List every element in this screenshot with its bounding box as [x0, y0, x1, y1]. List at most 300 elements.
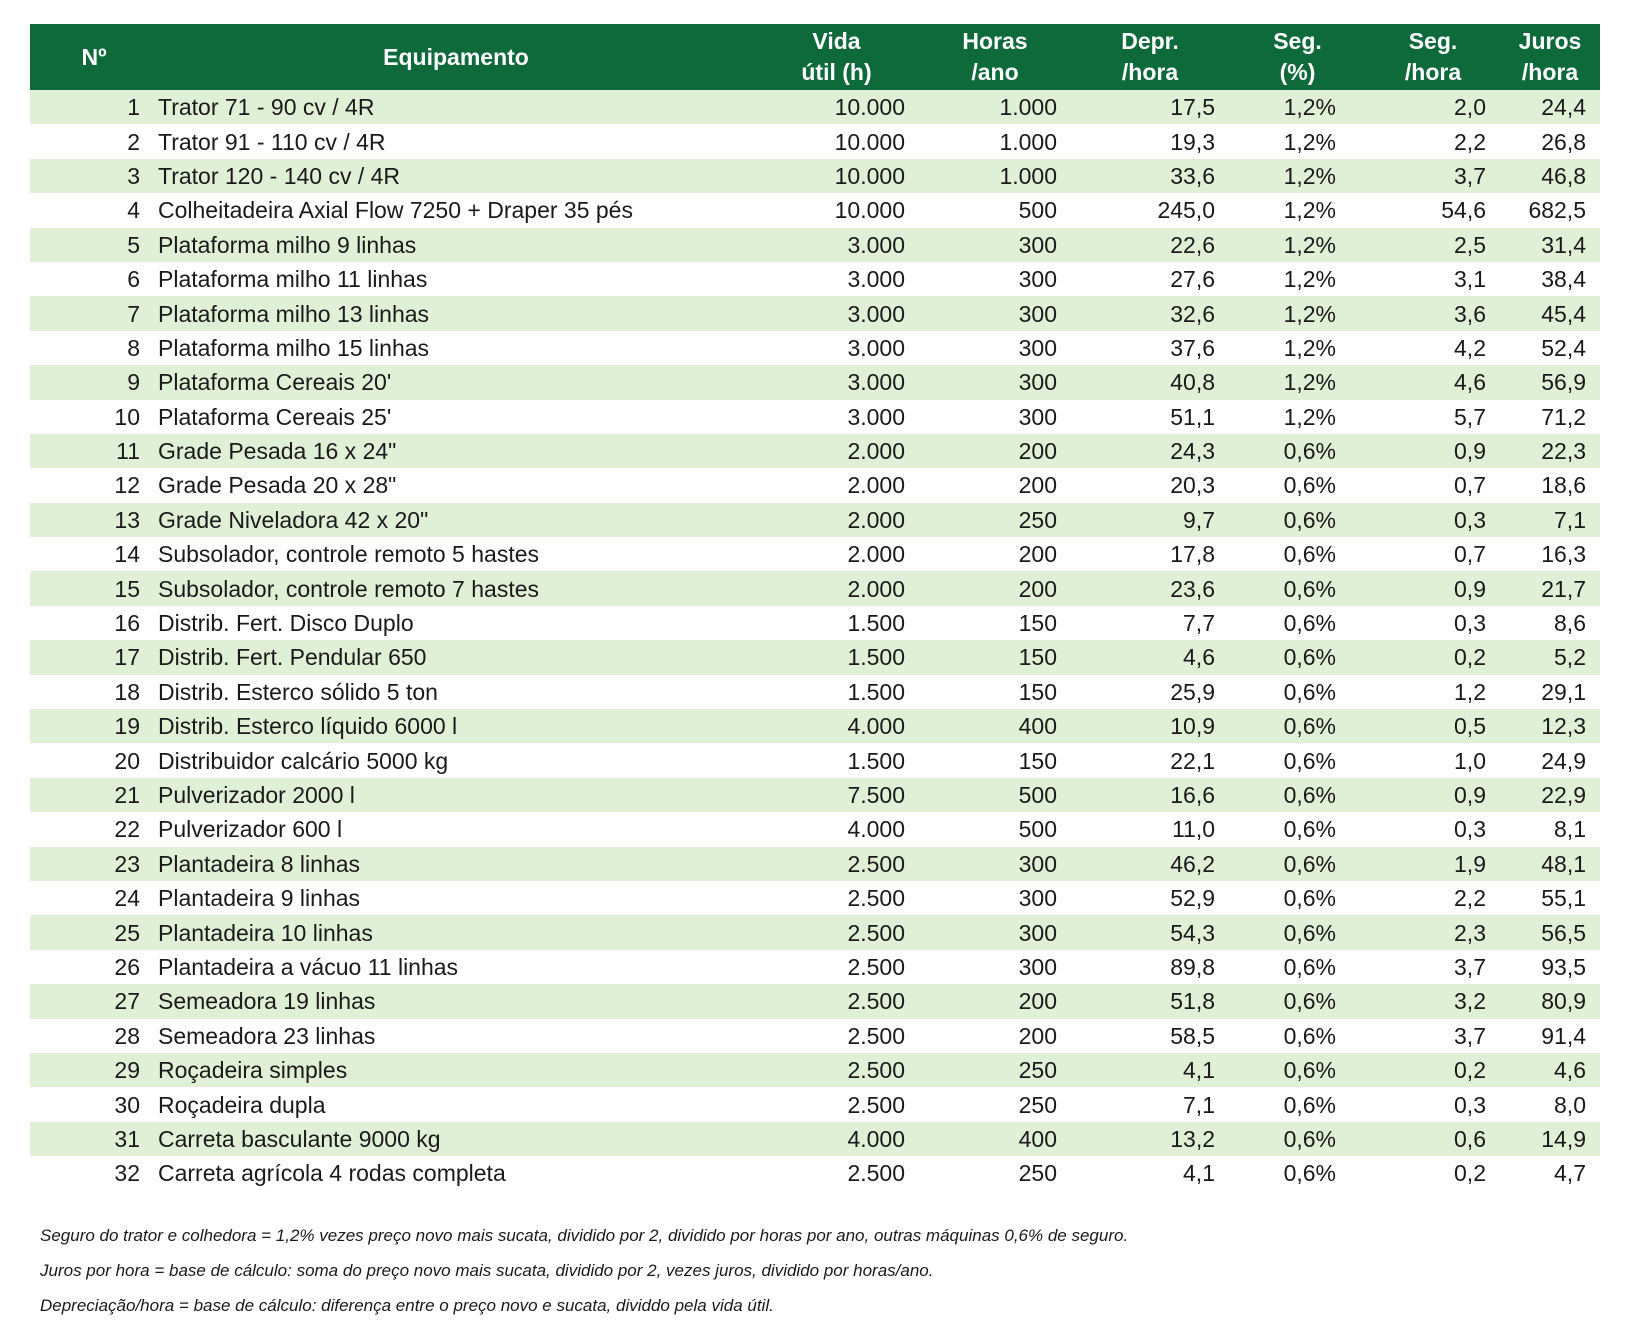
cell-equipamento: Plataforma milho 9 linhas — [158, 228, 754, 262]
table-row — [30, 950, 1600, 984]
cell-juros-hora: 26,8 — [1500, 124, 1600, 158]
table-row — [30, 709, 1600, 743]
cell-depr-hora: 37,6 — [1071, 331, 1229, 365]
cell-equipamento: Plantadeira 8 linhas — [158, 847, 754, 881]
cell-seg-hora: 1,0 — [1366, 743, 1500, 777]
cell-seg-hora: 3,2 — [1366, 984, 1500, 1018]
cell-num: 9 — [30, 365, 158, 399]
cell-seg-pct: 1,2% — [1229, 262, 1366, 296]
cell-depr-hora: 54,3 — [1071, 915, 1229, 949]
cell-depr-hora: 52,9 — [1071, 881, 1229, 915]
cell-horas-ano: 500 — [919, 778, 1071, 812]
cell-juros-hora: 71,2 — [1500, 400, 1600, 434]
table-row — [30, 503, 1600, 537]
table-row — [30, 1053, 1600, 1087]
cell-juros-hora: 24,4 — [1500, 90, 1600, 124]
cell-vida-util: 2.500 — [754, 1053, 919, 1087]
cell-horas-ano: 500 — [919, 193, 1071, 227]
cell-seg-pct: 0,6% — [1229, 1087, 1366, 1121]
table-row — [30, 743, 1600, 777]
cell-equipamento: Pulverizador 600 l — [158, 812, 754, 846]
cell-horas-ano: 1.000 — [919, 90, 1071, 124]
cell-juros-hora: 93,5 — [1500, 950, 1600, 984]
cell-vida-util: 3.000 — [754, 262, 919, 296]
cell-equipamento: Roçadeira simples — [158, 1053, 754, 1087]
header-depr-line1: Depr. — [1121, 28, 1179, 54]
cell-seg-hora: 0,5 — [1366, 709, 1500, 743]
cell-horas-ano: 400 — [919, 1122, 1071, 1156]
cell-seg-pct: 0,6% — [1229, 1019, 1366, 1053]
cell-depr-hora: 27,6 — [1071, 262, 1229, 296]
cell-num: 2 — [30, 124, 158, 158]
table-row — [30, 296, 1600, 330]
cell-seg-pct: 0,6% — [1229, 778, 1366, 812]
header-vida-line2: útil (h) — [801, 59, 872, 85]
cell-vida-util: 3.000 — [754, 400, 919, 434]
cell-vida-util: 2.000 — [754, 468, 919, 502]
cell-depr-hora: 17,8 — [1071, 537, 1229, 571]
cell-seg-pct: 1,2% — [1229, 296, 1366, 330]
cell-equipamento: Roçadeira dupla — [158, 1087, 754, 1121]
table-row — [30, 124, 1600, 158]
cell-num: 20 — [30, 743, 158, 777]
header-juros-line2: /hora — [1521, 59, 1579, 85]
cell-vida-util: 2.500 — [754, 1156, 919, 1190]
cell-horas-ano: 150 — [919, 675, 1071, 709]
cell-depr-hora: 7,7 — [1071, 606, 1229, 640]
table-row — [30, 571, 1600, 605]
header-vida-util — [754, 24, 919, 90]
header-juros-hora — [1500, 24, 1600, 90]
cell-seg-hora: 4,2 — [1366, 331, 1500, 365]
cell-vida-util: 4.000 — [754, 812, 919, 846]
header-seg-pct — [1229, 24, 1366, 90]
cell-horas-ano: 250 — [919, 1156, 1071, 1190]
table-row — [30, 915, 1600, 949]
cell-num: 32 — [30, 1156, 158, 1190]
cell-seg-pct: 0,6% — [1229, 640, 1366, 674]
cell-juros-hora: 4,6 — [1500, 1053, 1600, 1087]
cell-horas-ano: 1.000 — [919, 124, 1071, 158]
cell-seg-pct: 0,6% — [1229, 984, 1366, 1018]
cell-equipamento: Subsolador, controle remoto 7 hastes — [158, 571, 754, 605]
cell-seg-hora: 0,7 — [1366, 468, 1500, 502]
cell-equipamento: Carreta agrícola 4 rodas completa — [158, 1156, 754, 1190]
cell-horas-ano: 150 — [919, 640, 1071, 674]
cell-seg-pct: 1,2% — [1229, 228, 1366, 262]
cell-num: 29 — [30, 1053, 158, 1087]
cell-equipamento: Distrib. Fert. Disco Duplo — [158, 606, 754, 640]
header-horas-line1: Horas — [962, 28, 1028, 54]
cell-seg-hora: 4,6 — [1366, 365, 1500, 399]
cell-seg-hora: 0,2 — [1366, 640, 1500, 674]
table-row — [30, 675, 1600, 709]
footnote-depreciacao: Depreciação/hora = base de cálculo: diferença entre o preço novo e sucata, dividdo pela vida útil. — [40, 1296, 774, 1315]
cell-num: 5 — [30, 228, 158, 262]
cell-equipamento: Plataforma Cereais 25' — [158, 400, 754, 434]
cell-vida-util: 1.500 — [754, 675, 919, 709]
cell-juros-hora: 52,4 — [1500, 331, 1600, 365]
header-horas-ano — [919, 24, 1071, 90]
cell-depr-hora: 24,3 — [1071, 434, 1229, 468]
cell-seg-hora: 2,0 — [1366, 90, 1500, 124]
cell-horas-ano: 200 — [919, 571, 1071, 605]
cell-juros-hora: 14,9 — [1500, 1122, 1600, 1156]
cell-vida-util: 4.000 — [754, 1122, 919, 1156]
cell-horas-ano: 300 — [919, 228, 1071, 262]
cell-depr-hora: 4,6 — [1071, 640, 1229, 674]
cell-num: 30 — [30, 1087, 158, 1121]
cell-horas-ano: 200 — [919, 537, 1071, 571]
cell-seg-pct: 0,6% — [1229, 881, 1366, 915]
cell-equipamento: Grade Pesada 16 x 24" — [158, 434, 754, 468]
table-row — [30, 537, 1600, 571]
cell-seg-pct: 0,6% — [1229, 571, 1366, 605]
cell-seg-pct: 0,6% — [1229, 503, 1366, 537]
table-row — [30, 159, 1600, 193]
table-row — [30, 193, 1600, 227]
cell-seg-pct: 0,6% — [1229, 743, 1366, 777]
cell-seg-hora: 3,1 — [1366, 262, 1500, 296]
cell-equipamento: Trator 120 - 140 cv / 4R — [158, 159, 754, 193]
cell-horas-ano: 150 — [919, 606, 1071, 640]
cell-depr-hora: 89,8 — [1071, 950, 1229, 984]
cell-seg-hora: 2,2 — [1366, 124, 1500, 158]
cell-seg-hora: 2,5 — [1366, 228, 1500, 262]
cell-equipamento: Plataforma Cereais 20' — [158, 365, 754, 399]
cell-depr-hora: 32,6 — [1071, 296, 1229, 330]
cell-juros-hora: 12,3 — [1500, 709, 1600, 743]
cell-num: 3 — [30, 159, 158, 193]
header-seg-hora — [1366, 24, 1500, 90]
cell-seg-pct: 0,6% — [1229, 709, 1366, 743]
cell-juros-hora: 91,4 — [1500, 1019, 1600, 1053]
cell-vida-util: 10.000 — [754, 159, 919, 193]
cell-equipamento: Subsolador, controle remoto 5 hastes — [158, 537, 754, 571]
cell-seg-pct: 0,6% — [1229, 847, 1366, 881]
cell-seg-pct: 1,2% — [1229, 90, 1366, 124]
cell-depr-hora: 33,6 — [1071, 159, 1229, 193]
table-row — [30, 1087, 1600, 1121]
header-segh-line1: Seg. — [1408, 28, 1458, 54]
cell-vida-util: 1.500 — [754, 743, 919, 777]
cell-vida-util: 2.500 — [754, 984, 919, 1018]
cell-seg-hora: 0,9 — [1366, 434, 1500, 468]
cell-equipamento: Semeadora 19 linhas — [158, 984, 754, 1018]
cell-seg-hora: 3,7 — [1366, 159, 1500, 193]
table-row — [30, 812, 1600, 846]
header-horas-line2: /ano — [971, 59, 1019, 85]
cell-seg-hora: 1,2 — [1366, 675, 1500, 709]
cell-seg-pct: 1,2% — [1229, 331, 1366, 365]
cell-horas-ano: 150 — [919, 743, 1071, 777]
cell-horas-ano: 1.000 — [919, 159, 1071, 193]
table-row — [30, 400, 1600, 434]
cell-seg-hora: 3,6 — [1366, 296, 1500, 330]
cell-seg-hora: 0,3 — [1366, 503, 1500, 537]
cell-vida-util: 2.500 — [754, 950, 919, 984]
cell-horas-ano: 250 — [919, 503, 1071, 537]
cell-num: 10 — [30, 400, 158, 434]
cell-equipamento: Plataforma milho 11 linhas — [158, 262, 754, 296]
cell-juros-hora: 5,2 — [1500, 640, 1600, 674]
cell-horas-ano: 300 — [919, 262, 1071, 296]
table-row — [30, 1156, 1600, 1190]
cell-equipamento: Distribuidor calcário 5000 kg — [158, 743, 754, 777]
table-row — [30, 468, 1600, 502]
table-row — [30, 434, 1600, 468]
cell-vida-util: 4.000 — [754, 709, 919, 743]
cell-equipamento: Grade Niveladora 42 x 20" — [158, 503, 754, 537]
cell-juros-hora: 38,4 — [1500, 262, 1600, 296]
table-row — [30, 847, 1600, 881]
cell-vida-util: 3.000 — [754, 331, 919, 365]
cell-depr-hora: 25,9 — [1071, 675, 1229, 709]
cell-equipamento: Semeadora 23 linhas — [158, 1019, 754, 1053]
cell-equipamento: Trator 91 - 110 cv / 4R — [158, 124, 754, 158]
cell-seg-pct: 0,6% — [1229, 468, 1366, 502]
cell-depr-hora: 20,3 — [1071, 468, 1229, 502]
cell-equipamento: Colheitadeira Axial Flow 7250 + Draper 35 pés — [158, 193, 754, 227]
cell-seg-pct: 0,6% — [1229, 537, 1366, 571]
cell-horas-ano: 200 — [919, 1019, 1071, 1053]
cell-horas-ano: 300 — [919, 847, 1071, 881]
cell-horas-ano: 300 — [919, 296, 1071, 330]
cell-depr-hora: 19,3 — [1071, 124, 1229, 158]
cell-depr-hora: 16,6 — [1071, 778, 1229, 812]
cell-horas-ano: 300 — [919, 950, 1071, 984]
cell-juros-hora: 55,1 — [1500, 881, 1600, 915]
cell-seg-pct: 0,6% — [1229, 1156, 1366, 1190]
table-row — [30, 640, 1600, 674]
cell-num: 18 — [30, 675, 158, 709]
cell-seg-hora: 0,9 — [1366, 571, 1500, 605]
cell-juros-hora: 8,6 — [1500, 606, 1600, 640]
cell-juros-hora: 48,1 — [1500, 847, 1600, 881]
cell-equipamento: Distrib. Fert. Pendular 650 — [158, 640, 754, 674]
cell-seg-pct: 0,6% — [1229, 1053, 1366, 1087]
cell-seg-pct: 0,6% — [1229, 606, 1366, 640]
cell-depr-hora: 17,5 — [1071, 90, 1229, 124]
table-row — [30, 262, 1600, 296]
cell-depr-hora: 22,6 — [1071, 228, 1229, 262]
table-row — [30, 1122, 1600, 1156]
cell-juros-hora: 682,5 — [1500, 193, 1600, 227]
cell-num: 22 — [30, 812, 158, 846]
cell-horas-ano: 200 — [919, 468, 1071, 502]
cell-horas-ano: 300 — [919, 881, 1071, 915]
cell-seg-hora: 5,7 — [1366, 400, 1500, 434]
cell-juros-hora: 21,7 — [1500, 571, 1600, 605]
cell-vida-util: 2.500 — [754, 847, 919, 881]
cell-seg-pct: 0,6% — [1229, 1122, 1366, 1156]
cell-equipamento: Plantadeira 10 linhas — [158, 915, 754, 949]
cell-vida-util: 3.000 — [754, 228, 919, 262]
table-row — [30, 1019, 1600, 1053]
cell-vida-util: 2.000 — [754, 434, 919, 468]
table-row — [30, 778, 1600, 812]
table-row — [30, 606, 1600, 640]
cell-equipamento: Trator 71 - 90 cv / 4R — [158, 90, 754, 124]
cell-seg-hora: 0,6 — [1366, 1122, 1500, 1156]
cell-juros-hora: 24,9 — [1500, 743, 1600, 777]
cell-horas-ano: 400 — [919, 709, 1071, 743]
cell-juros-hora: 18,6 — [1500, 468, 1600, 502]
cell-horas-ano: 300 — [919, 331, 1071, 365]
cell-vida-util: 7.500 — [754, 778, 919, 812]
cell-num: 12 — [30, 468, 158, 502]
cell-seg-pct: 1,2% — [1229, 124, 1366, 158]
cell-vida-util: 2.500 — [754, 881, 919, 915]
header-vida-line1: Vida — [812, 28, 861, 54]
cell-juros-hora: 4,7 — [1500, 1156, 1600, 1190]
cell-num: 26 — [30, 950, 158, 984]
header-juros-line1: Juros — [1518, 28, 1582, 54]
cell-seg-pct: 0,6% — [1229, 812, 1366, 846]
cell-depr-hora: 46,2 — [1071, 847, 1229, 881]
cell-juros-hora: 31,4 — [1500, 228, 1600, 262]
cell-equipamento: Pulverizador 2000 l — [158, 778, 754, 812]
cell-equipamento: Distrib. Esterco sólido 5 ton — [158, 675, 754, 709]
cell-num: 19 — [30, 709, 158, 743]
cell-num: 27 — [30, 984, 158, 1018]
cell-depr-hora: 9,7 — [1071, 503, 1229, 537]
table-row — [30, 331, 1600, 365]
cell-seg-pct: 0,6% — [1229, 675, 1366, 709]
cell-num: 13 — [30, 503, 158, 537]
cell-horas-ano: 500 — [919, 812, 1071, 846]
cell-depr-hora: 11,0 — [1071, 812, 1229, 846]
cell-depr-hora: 22,1 — [1071, 743, 1229, 777]
cell-num: 4 — [30, 193, 158, 227]
cell-vida-util: 2.000 — [754, 537, 919, 571]
cell-seg-hora: 2,2 — [1366, 881, 1500, 915]
cell-num: 21 — [30, 778, 158, 812]
cell-vida-util: 1.500 — [754, 606, 919, 640]
equipment-cost-table — [30, 24, 1600, 1191]
cell-juros-hora: 29,1 — [1500, 675, 1600, 709]
header-num: Nº — [30, 24, 158, 90]
cell-seg-pct: 1,2% — [1229, 159, 1366, 193]
cell-vida-util: 10.000 — [754, 90, 919, 124]
cell-vida-util: 10.000 — [754, 193, 919, 227]
cell-num: 17 — [30, 640, 158, 674]
footnotes — [40, 1224, 1128, 1329]
cell-num: 23 — [30, 847, 158, 881]
cell-vida-util: 2.500 — [754, 1019, 919, 1053]
cell-vida-util: 2.000 — [754, 571, 919, 605]
table-row — [30, 90, 1600, 124]
cell-vida-util: 2.500 — [754, 915, 919, 949]
header-depr-line2: /hora — [1121, 59, 1179, 85]
cell-horas-ano: 250 — [919, 1087, 1071, 1121]
cell-horas-ano: 250 — [919, 1053, 1071, 1087]
cell-seg-pct: 0,6% — [1229, 915, 1366, 949]
cell-equipamento: Plataforma milho 15 linhas — [158, 331, 754, 365]
cell-seg-hora: 0,3 — [1366, 606, 1500, 640]
cell-horas-ano: 300 — [919, 915, 1071, 949]
cell-seg-hora: 0,3 — [1366, 1087, 1500, 1121]
cell-num: 14 — [30, 537, 158, 571]
cell-num: 8 — [30, 331, 158, 365]
cell-seg-pct: 1,2% — [1229, 400, 1366, 434]
table-row — [30, 984, 1600, 1018]
cell-vida-util: 2.000 — [754, 503, 919, 537]
cell-seg-hora: 3,7 — [1366, 950, 1500, 984]
cell-depr-hora: 23,6 — [1071, 571, 1229, 605]
cell-seg-hora: 2,3 — [1366, 915, 1500, 949]
cell-equipamento: Grade Pesada 20 x 28" — [158, 468, 754, 502]
cell-seg-hora: 0,7 — [1366, 537, 1500, 571]
cell-seg-hora: 0,9 — [1366, 778, 1500, 812]
cell-seg-pct: 1,2% — [1229, 193, 1366, 227]
cell-juros-hora: 45,4 — [1500, 296, 1600, 330]
cell-depr-hora: 245,0 — [1071, 193, 1229, 227]
table-header — [30, 24, 1600, 90]
cell-equipamento: Plataforma milho 13 linhas — [158, 296, 754, 330]
cell-num: 15 — [30, 571, 158, 605]
footnote-juros: Juros por hora = base de cálculo: soma do preço novo mais sucata, dividido por 2, vezes juros, dividido por horas/ano. — [40, 1261, 934, 1280]
cell-num: 7 — [30, 296, 158, 330]
cell-horas-ano: 300 — [919, 400, 1071, 434]
cell-num: 25 — [30, 915, 158, 949]
cell-num: 31 — [30, 1122, 158, 1156]
header-seg-line1: Seg. — [1273, 28, 1322, 54]
cell-juros-hora: 56,5 — [1500, 915, 1600, 949]
cell-juros-hora: 22,9 — [1500, 778, 1600, 812]
cell-depr-hora: 51,8 — [1071, 984, 1229, 1018]
cell-num: 16 — [30, 606, 158, 640]
header-depr-hora — [1071, 24, 1229, 90]
cell-depr-hora: 13,2 — [1071, 1122, 1229, 1156]
cell-vida-util: 2.500 — [754, 1087, 919, 1121]
cell-depr-hora: 4,1 — [1071, 1053, 1229, 1087]
cell-num: 1 — [30, 90, 158, 124]
header-row — [30, 24, 1600, 90]
header-seg-line2: (%) — [1279, 59, 1316, 85]
footnote-seguro: Seguro do trator e colhedora = 1,2% vezes preço novo mais sucata, dividido por 2, dividido por horas por ano, outras máquinas 0,6% de seguro. — [40, 1226, 1129, 1245]
cell-seg-hora: 0,2 — [1366, 1053, 1500, 1087]
cell-num: 6 — [30, 262, 158, 296]
cell-vida-util: 1.500 — [754, 640, 919, 674]
cell-horas-ano: 200 — [919, 984, 1071, 1018]
cell-vida-util: 10.000 — [754, 124, 919, 158]
cell-juros-hora: 56,9 — [1500, 365, 1600, 399]
cell-seg-hora: 54,6 — [1366, 193, 1500, 227]
cell-juros-hora: 22,3 — [1500, 434, 1600, 468]
cell-depr-hora: 7,1 — [1071, 1087, 1229, 1121]
cell-equipamento: Plantadeira 9 linhas — [158, 881, 754, 915]
table-body — [30, 90, 1600, 1191]
cell-vida-util: 3.000 — [754, 365, 919, 399]
cell-seg-hora: 0,2 — [1366, 1156, 1500, 1190]
cell-seg-hora: 3,7 — [1366, 1019, 1500, 1053]
cell-depr-hora: 40,8 — [1071, 365, 1229, 399]
cell-num: 24 — [30, 881, 158, 915]
cell-juros-hora: 46,8 — [1500, 159, 1600, 193]
cell-horas-ano: 200 — [919, 434, 1071, 468]
cell-juros-hora: 8,1 — [1500, 812, 1600, 846]
cell-equipamento: Distrib. Esterco líquido 6000 l — [158, 709, 754, 743]
cell-juros-hora: 80,9 — [1500, 984, 1600, 1018]
cell-seg-pct: 0,6% — [1229, 950, 1366, 984]
table-row — [30, 881, 1600, 915]
cell-equipamento: Carreta basculante 9000 kg — [158, 1122, 754, 1156]
cell-vida-util: 3.000 — [754, 296, 919, 330]
cell-seg-pct: 1,2% — [1229, 365, 1366, 399]
cell-num: 11 — [30, 434, 158, 468]
header-equipamento: Equipamento — [158, 24, 754, 90]
